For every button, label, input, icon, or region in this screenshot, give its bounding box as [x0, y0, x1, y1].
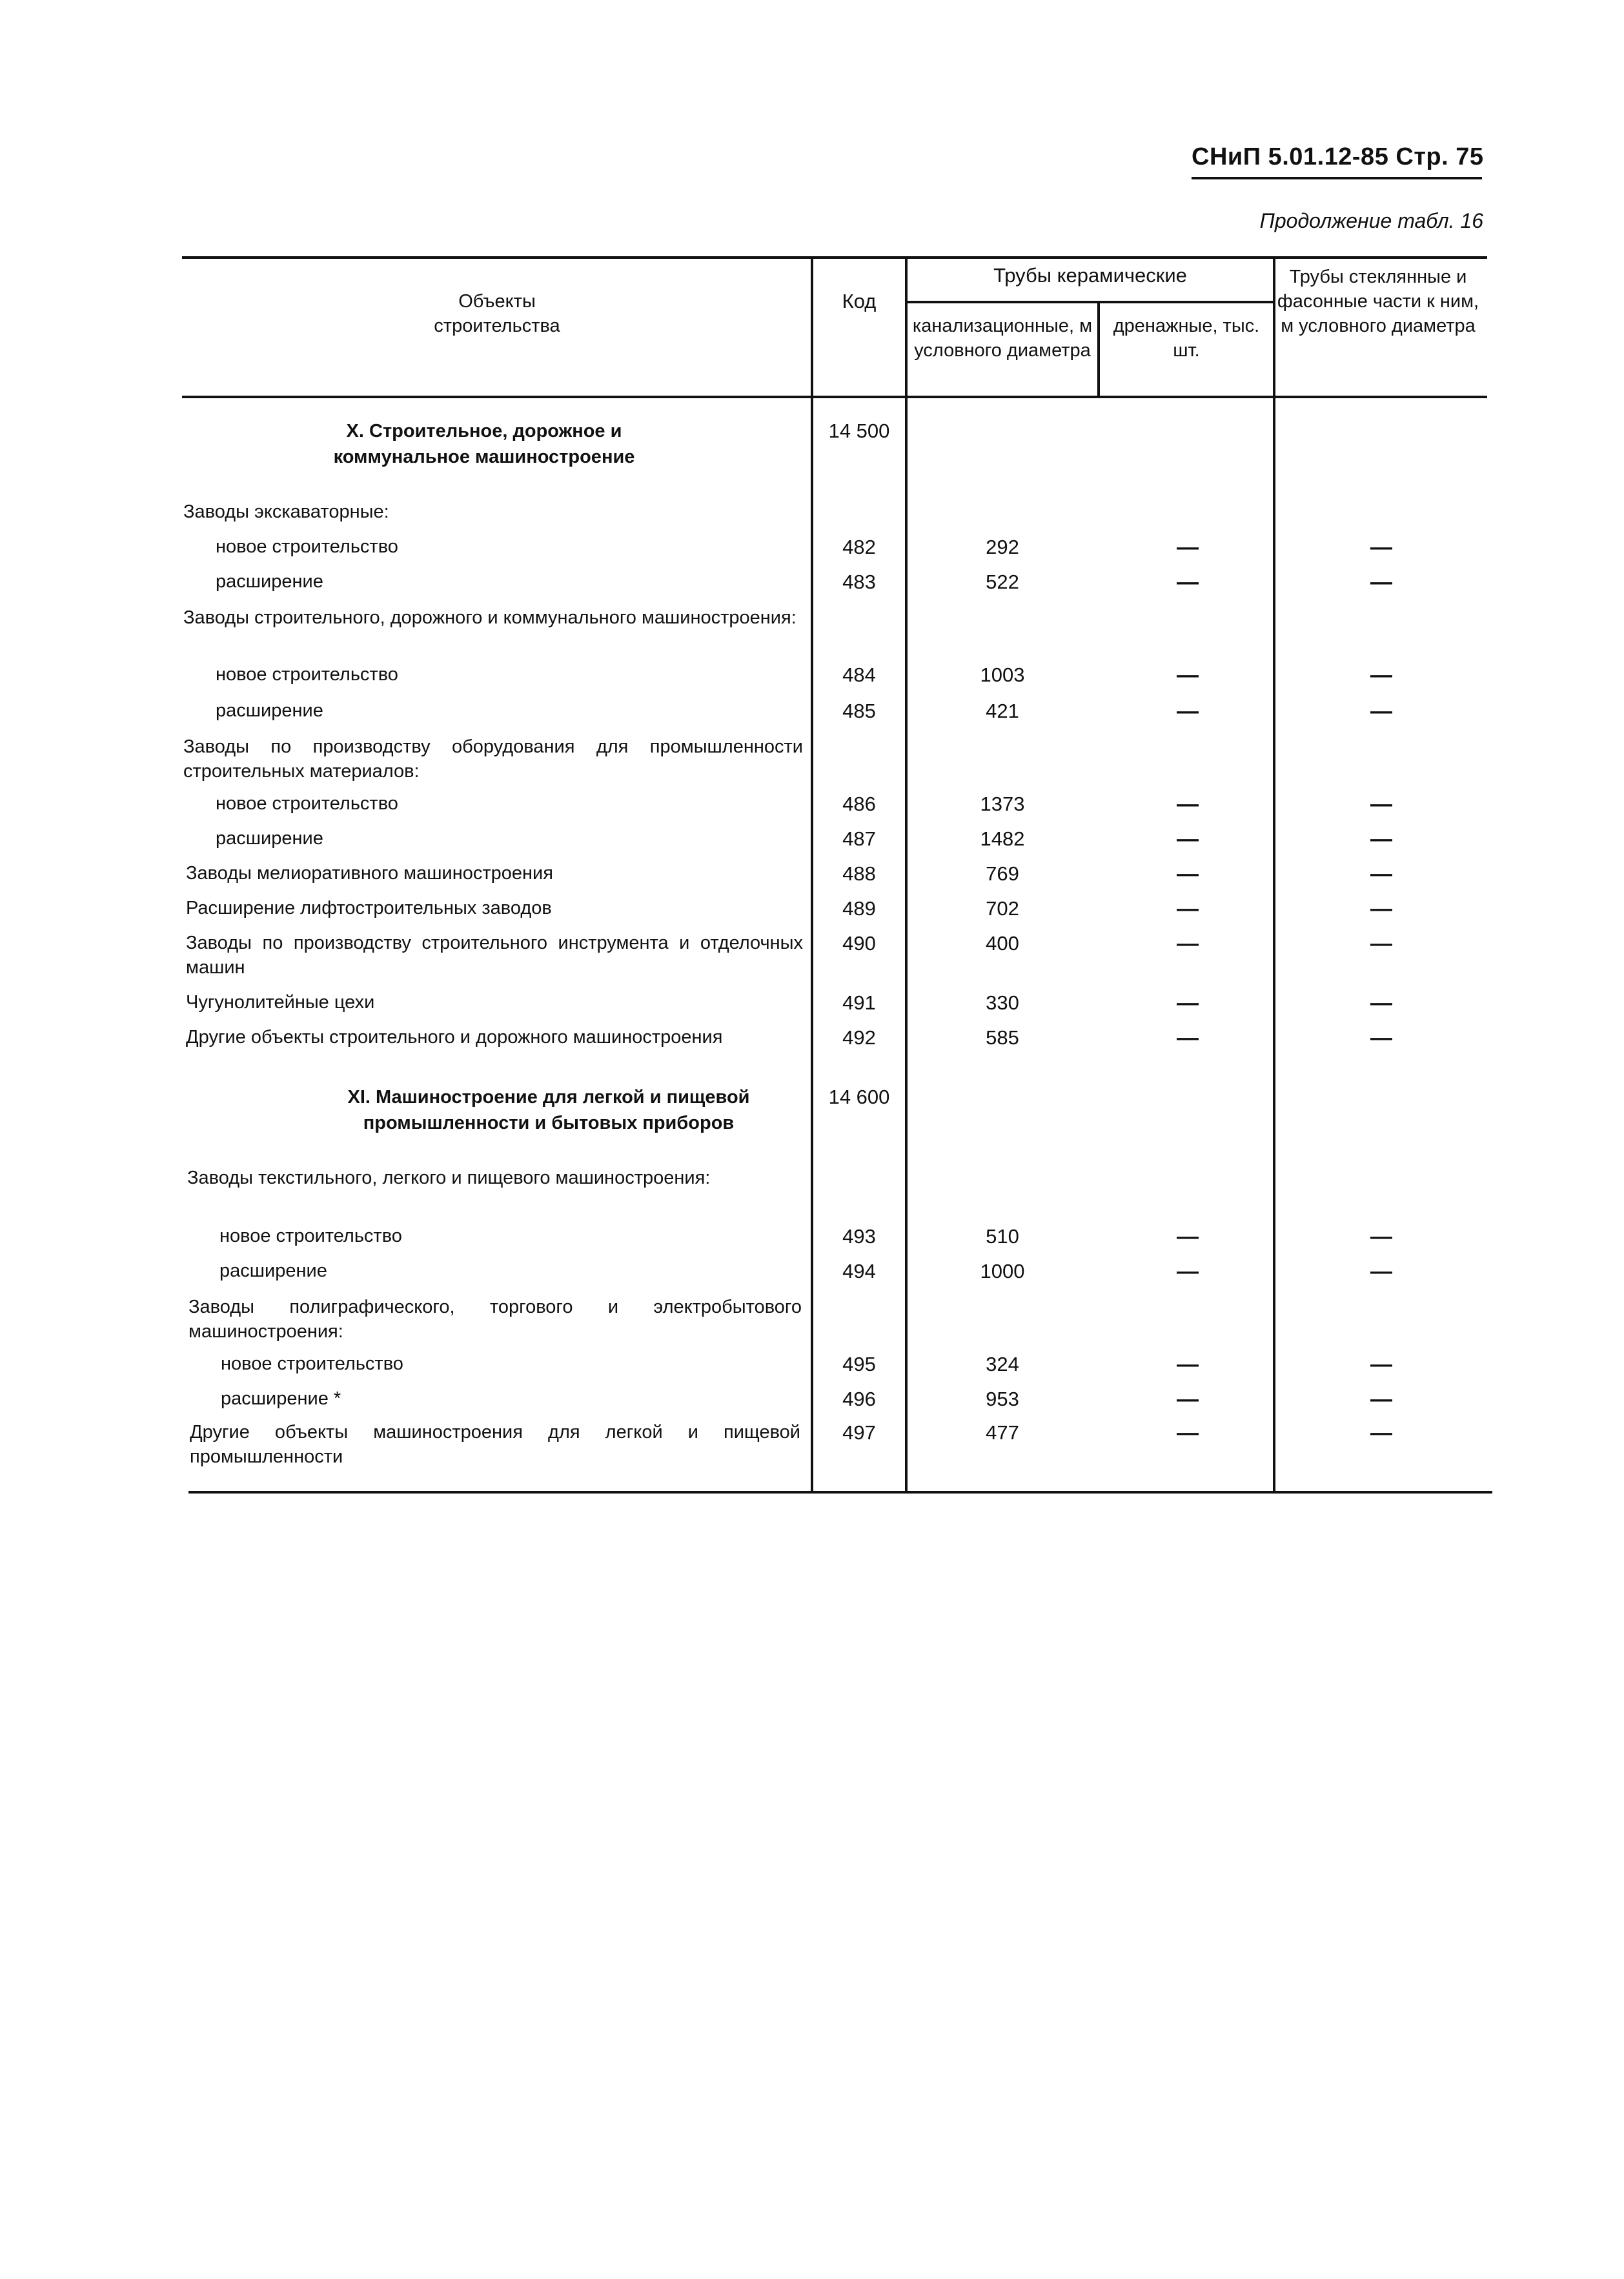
row-sewer: 1003	[980, 663, 1025, 686]
row-sewer: 510	[986, 1225, 1019, 1248]
page-code: СНиП 5.01.12-85 Стр. 75	[1192, 143, 1484, 170]
row-glass: —	[1370, 896, 1392, 921]
row-glass: —	[1370, 1352, 1392, 1377]
row-sewer: 1482	[980, 827, 1025, 850]
row-drainage: —	[1177, 1026, 1199, 1050]
row-sewer: 400	[986, 932, 1019, 955]
row-label: новое строительство	[219, 1226, 402, 1246]
row-code: 484	[842, 663, 876, 686]
row-glass: —	[1370, 570, 1392, 594]
row-label: новое строительство	[216, 793, 398, 814]
row-code: 497	[842, 1421, 876, 1444]
section-code: 14 500	[828, 420, 890, 442]
row-sewer: 1373	[980, 793, 1025, 815]
row-glass: —	[1370, 931, 1392, 956]
row-drainage: —	[1177, 699, 1199, 724]
row-drainage: —	[1177, 827, 1199, 851]
header-bottom-rule	[182, 396, 1487, 398]
row-code: 490	[842, 932, 876, 955]
row-code: 489	[842, 897, 876, 920]
row-label: Заводы мелиоративного машиностроения	[186, 863, 553, 884]
row-code: 483	[842, 571, 876, 593]
col-divider-glass	[1273, 256, 1275, 1492]
row-sewer: 953	[986, 1388, 1019, 1410]
row-code: 496	[842, 1388, 876, 1410]
row-sewer: 330	[986, 991, 1019, 1014]
row-glass: —	[1370, 663, 1392, 687]
table-top-rule	[182, 256, 1487, 259]
row-code: 491	[842, 991, 876, 1014]
row-drainage: —	[1177, 663, 1199, 687]
group-label: Заводы строительного, дорожного и коммунального машиностроения:	[183, 607, 797, 628]
row-label: расширение	[216, 571, 323, 592]
header-sewer: канализационные, м условного диаметра	[912, 316, 1093, 361]
section-code: 14 600	[828, 1086, 890, 1108]
row-label: Расширение лифтостроительных заводов	[186, 898, 552, 918]
row-code: 493	[842, 1225, 876, 1248]
row-sewer: 702	[986, 897, 1019, 920]
row-drainage: —	[1177, 896, 1199, 921]
row-label: Чугунолитейные цехи	[186, 992, 375, 1013]
header-objects: Объекты строительства	[434, 291, 560, 336]
row-label: Другие объекты машиностроения для легкой и пищевой промышленности	[190, 1422, 800, 1467]
header-glass-pipes: Трубы стеклянные и фасонные части к ним, м условного диаметра	[1277, 267, 1479, 336]
group-label: Заводы полиграфического, торгового и электробытового машиностроения:	[188, 1297, 802, 1342]
row-glass: —	[1370, 1026, 1392, 1050]
row-label: расширение	[216, 700, 323, 721]
row-code: 487	[842, 827, 876, 850]
row-drainage: —	[1177, 991, 1199, 1015]
row-sewer: 477	[986, 1421, 1019, 1444]
row-sewer: 522	[986, 571, 1019, 593]
row-code: 482	[842, 536, 876, 558]
row-label: расширение	[219, 1261, 327, 1281]
group-label: Заводы по производству оборудования для промышленности строительных материалов:	[183, 736, 803, 782]
row-label: новое строительство	[216, 664, 398, 685]
group-label: Заводы текстильного, легкого и пищевого машиностроения:	[187, 1168, 711, 1188]
row-drainage: —	[1177, 1352, 1199, 1377]
row-glass: —	[1370, 1259, 1392, 1284]
row-glass: —	[1370, 1224, 1392, 1249]
row-code: 486	[842, 793, 876, 815]
row-drainage: —	[1177, 570, 1199, 594]
ceramic-subheader-rule	[905, 301, 1273, 303]
row-glass: —	[1370, 535, 1392, 560]
row-label: расширение *	[221, 1388, 341, 1409]
row-drainage: —	[1177, 1421, 1199, 1445]
header-drainage: дренажные, тыс. шт.	[1113, 316, 1260, 361]
row-code: 488	[842, 862, 876, 885]
row-code: 492	[842, 1026, 876, 1049]
row-drainage: —	[1177, 1387, 1199, 1412]
header-underline	[1192, 177, 1482, 179]
section-title: X. Строительное, дорожное и коммунальное машиностроение	[333, 421, 635, 467]
table-continuation-note: Продолжение табл. 16	[1259, 209, 1483, 232]
row-sewer: 292	[986, 536, 1019, 558]
row-sewer: 769	[986, 862, 1019, 885]
row-glass: —	[1370, 1421, 1392, 1445]
row-sewer: 1000	[980, 1260, 1025, 1282]
row-drainage: —	[1177, 1259, 1199, 1284]
row-label: новое строительство	[221, 1353, 403, 1374]
row-label: Заводы по производству строительного инструмента и отделочных машин	[186, 933, 803, 978]
row-glass: —	[1370, 827, 1392, 851]
row-code: 485	[842, 700, 876, 722]
row-drainage: —	[1177, 1224, 1199, 1249]
row-glass: —	[1370, 1387, 1392, 1412]
header-code: Код	[842, 290, 877, 312]
header-ceramic-pipes: Трубы керамические	[993, 264, 1187, 287]
row-glass: —	[1370, 699, 1392, 724]
row-code: 494	[842, 1260, 876, 1282]
row-drainage: —	[1177, 535, 1199, 560]
row-glass: —	[1370, 792, 1392, 816]
row-label: расширение	[216, 828, 323, 849]
row-drainage: —	[1177, 862, 1199, 886]
table-bottom-rule	[188, 1491, 1492, 1494]
row-label: новое строительство	[216, 536, 398, 557]
section-title: XI. Машиностроение для легкой и пищевой промышленности и бытовых приборов	[347, 1087, 750, 1133]
row-label: Другие объекты строительного и дорожного машиностроения	[186, 1027, 723, 1048]
row-sewer: 324	[986, 1353, 1019, 1375]
row-glass: —	[1370, 862, 1392, 886]
row-sewer: 585	[986, 1026, 1019, 1049]
row-drainage: —	[1177, 792, 1199, 816]
group-label: Заводы экскаваторные:	[183, 501, 389, 522]
row-drainage: —	[1177, 931, 1199, 956]
row-sewer: 421	[986, 700, 1019, 722]
row-code: 495	[842, 1353, 876, 1375]
row-glass: —	[1370, 991, 1392, 1015]
